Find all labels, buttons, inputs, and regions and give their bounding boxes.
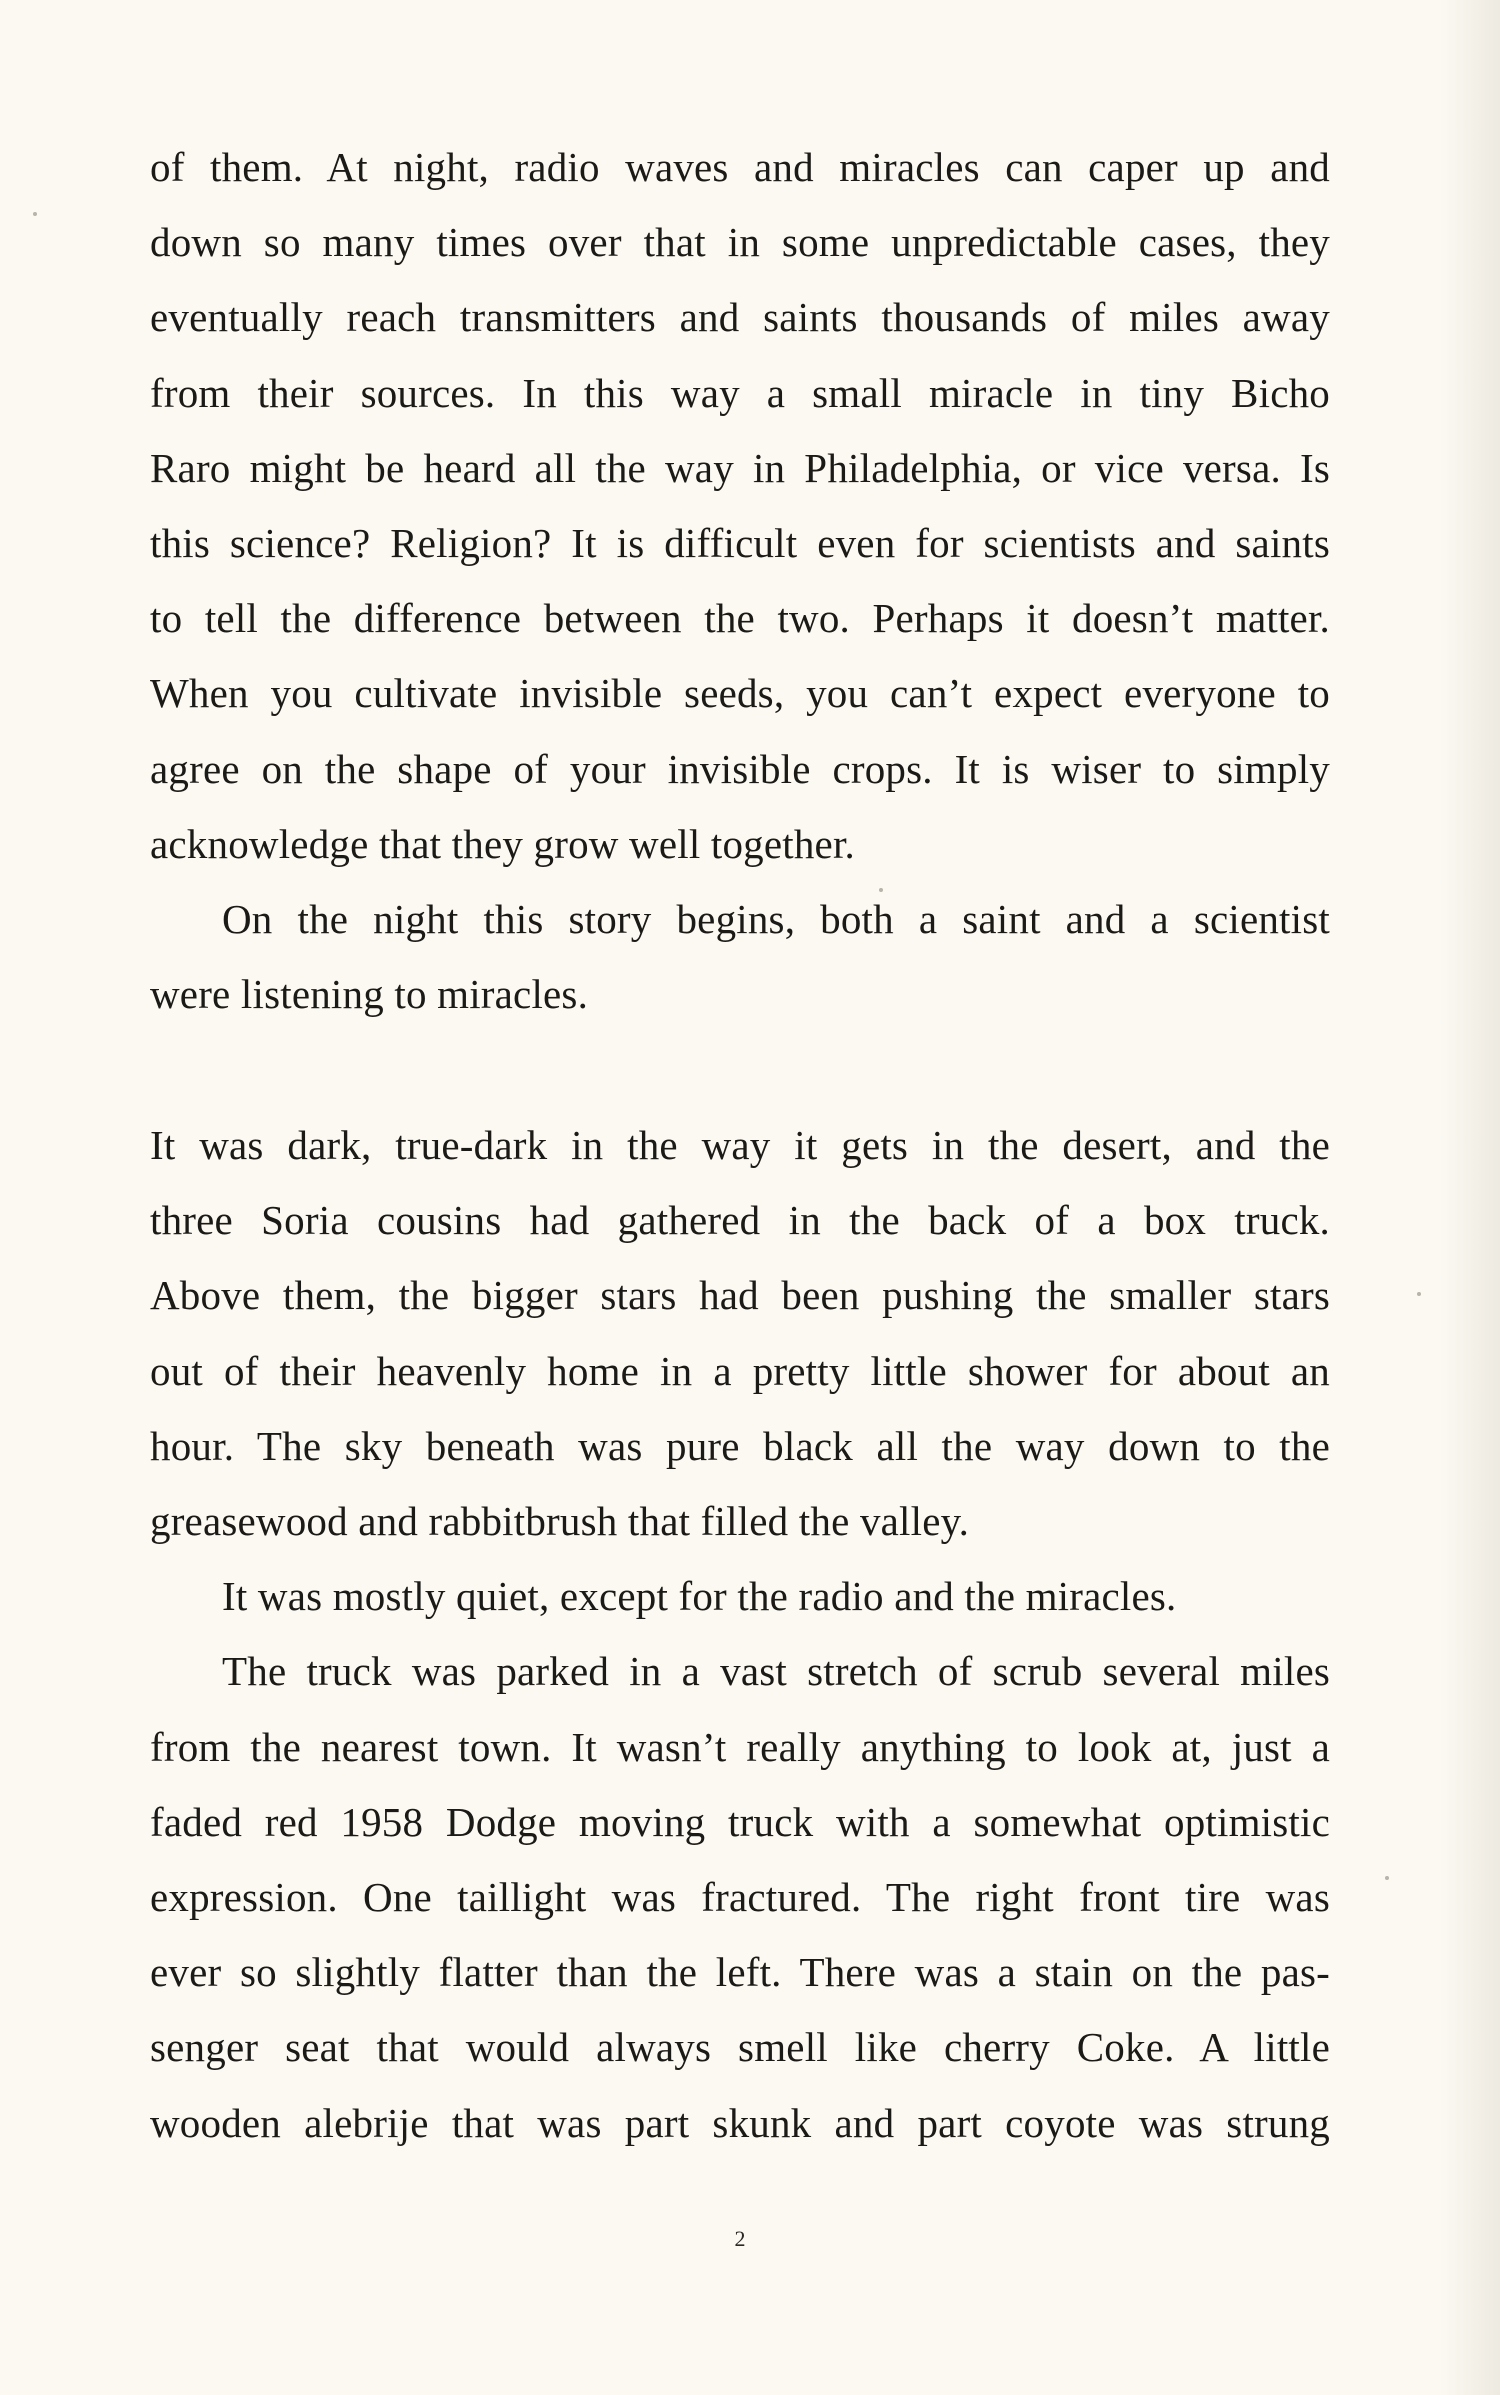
text-line: It was dark, true-dark in the way it gets in the desert, and the — [150, 1122, 1330, 1168]
text-line: from the nearest town. It wasn’t really anything to look at, just a — [150, 1723, 1330, 1770]
text-line: faded red 1958 Dodge moving truck with a somewhat optimistic — [150, 1798, 1330, 1845]
text-line: The truck was parked in a vast stretch of scrub several miles — [222, 1648, 1330, 1695]
passage-two — [150, 1108, 1330, 2161]
text-line: this science? Religion? It is difficult even for scientists and saints — [150, 520, 1330, 567]
text-line: from their sources. In this way a small miracle in tiny Bicho — [150, 369, 1330, 416]
text-line: expression. One taillight was fractured. The right front tire was — [150, 1874, 1330, 1921]
text-line: senger seat that would always smell like cherry Coke. A little — [150, 2024, 1330, 2071]
text-line: acknowledge that they grow well together. — [150, 820, 855, 867]
text-line: It was mostly quiet, except for the radio and the miracles. — [222, 1573, 1177, 1620]
text-line: greasewood and rabbitbrush that filled the valley. — [150, 1498, 970, 1545]
text-line: On the night this story begins, both a saint and a scientist — [222, 896, 1330, 943]
text-line: three Soria cousins had gathered in the back of a box truck. — [150, 1197, 1330, 1244]
page-edge-shadow — [1440, 0, 1500, 2395]
text-line: hour. The sky beneath was pure black all the way down to the — [150, 1422, 1330, 1469]
text-line: of them. At night, radio waves and miracles can caper up and — [150, 144, 1330, 190]
text-line: to tell the difference between the two. Perhaps it doesn’t matter. — [150, 595, 1330, 642]
text-line: ever so slightly flatter than the left. There was a stain on the pas- — [150, 1949, 1330, 1996]
paper-speck — [1385, 1876, 1389, 1880]
passage-one — [150, 130, 1330, 1032]
paper-speck — [33, 212, 37, 216]
text-line: out of their heavenly home in a pretty little shower for about an — [150, 1347, 1330, 1394]
text-line: Above them, the bigger stars had been pushing the smaller stars — [150, 1272, 1330, 1319]
text-line: When you cultivate invisible seeds, you can’t expect everyone to — [150, 670, 1330, 717]
text-line: were listening to miracles. — [150, 971, 589, 1018]
paper-speck — [1417, 1292, 1421, 1296]
text-line: eventually reach transmitters and saints thousands of miles away — [150, 294, 1330, 341]
text-line: agree on the shape of your invisible crops. It is wiser to simply — [150, 745, 1330, 792]
text-line: Raro might be heard all the way in Philadelphia, or vice versa. Is — [150, 444, 1330, 491]
page-number: 2 — [734, 2226, 746, 2251]
text-line: down so many times over that in some unpredictable cases, they — [150, 219, 1330, 266]
text-line: wooden alebrije that was part skunk and part coyote was strung — [150, 2099, 1330, 2146]
